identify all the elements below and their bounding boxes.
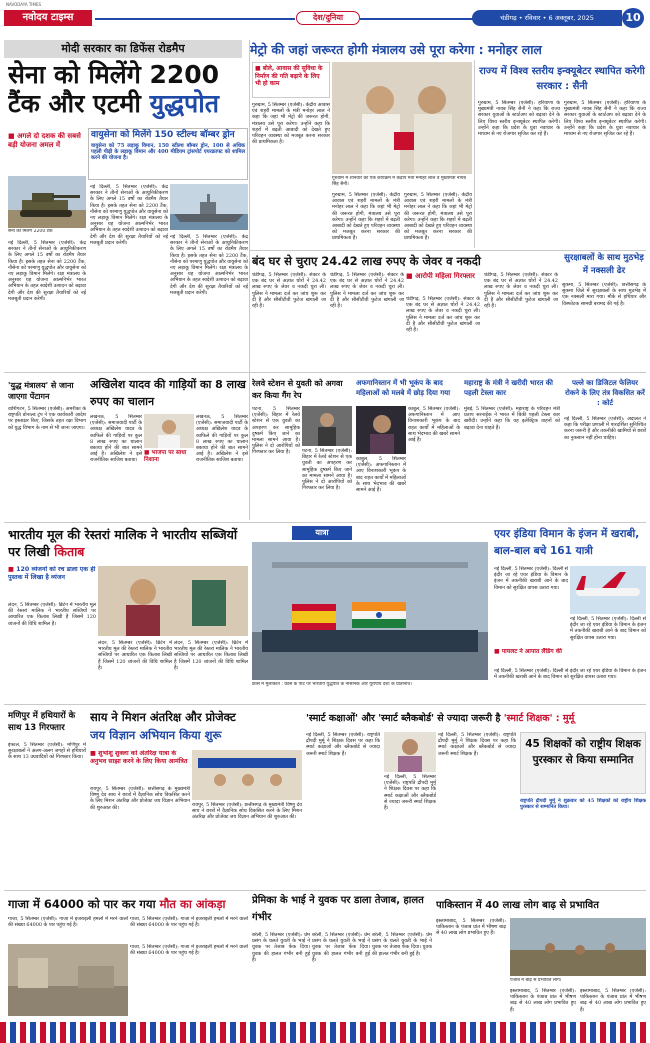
page-number: 10 [622, 8, 644, 28]
metro-body-2: गुरुग्राम, 5 सितम्बर (एजेंसी): केंद्रीय आवास एवं शहरी मामलों के मंत्री मनोहर लाल ने कहा कि जहां भी मेट्रो की जरूरत होगी, मंत्रालय उसे पूरा करेगा। उन्होंने कहा कि शहरों में बढ़ती आबादी को देखते हुए परिवहन व्यवस्था को मजबूत करना सरकार की प्राथमिकता है। [332, 192, 400, 242]
tank-photo-caption: सेना को मिलेंगे 2200 टैंक [8, 229, 53, 234]
masthead [0, 0, 650, 30]
murmu-body-3: नई दिल्ली, 5 सितम्बर (एजेंसी): राष्ट्रपति द्रौपदी मुर्मू ने शिक्षक दिवस पर कहा कि स्मार्ट कक्षाओं और ब्लैकबोर्ड से ज्यादा जरूरी स्मार्ट शिक्षक हैं। [438, 732, 516, 757]
yatra-photo [252, 542, 488, 680]
kitab-headline [8, 526, 248, 562]
science-body-1: रायपुर, 5 सितम्बर (एजेंसी): छत्तीसगढ़ के मुख्यमंत्री विष्णु देव साय ने छात्रों में वैज्ञानिक सोच विकसित करने के लिए मिशन अंतरिक्ष और प्रोजेक्ट जय विज्ञान अभियान की शुरुआत की। [90, 786, 190, 811]
manipur-headline: मणिपुर में हथियारों के साथ 13 गिरफ्तार [8, 711, 76, 733]
afghan-photo [356, 406, 406, 454]
footer-border [0, 1022, 650, 1043]
rail-headline: रेलवे स्टेशन से युवती को अगवा कर किया गैंग रेप [252, 379, 343, 400]
airplane-photo-icon [570, 566, 646, 614]
science-headline-line2: जय विज्ञान अभियान किया शुरू [90, 728, 222, 742]
author-photo-icon [98, 566, 248, 636]
pakistan-body-1: इस्लामाबाद, 5 सितम्बर (एजेंसी): पाकिस्तान के पंजाब प्रांत में भीषण बाढ़ से 40 लाख लोग प्रभावित हुए हैं। [436, 918, 506, 937]
metro-photo [332, 62, 472, 174]
section-label: देश/दुनिया [296, 11, 360, 25]
ship-photo [170, 184, 248, 230]
teachers-body: राष्ट्रपति द्रौपदी मुर्मू ने शुक्रवार को 45 शिक्षकों को राष्ट्रीय शिक्षक पुरस्कार से सम्मानित किया। [520, 798, 646, 811]
metro-headline: मेट्रो की जहां जरूरत होगी मंत्रालय उसे पूरा करेगा : मनोहर लाल [250, 42, 542, 57]
yuddh-body: वाशिंगटन, 5 सितम्बर (एजेंसी): अमरीका के राष्ट्रपति डोनाल्ड ट्रंप ने एक कार्यकारी आदेश पर हस्ताक्षर किए, जिसके तहत रक्षा विभाग को युद्ध विभाग के नाम से भी जाना जाएगा। [8, 406, 86, 431]
akhilesh-photo [144, 414, 194, 448]
jewel-body-4: चंडीगढ़, 5 सितम्बर (एजेंसी): सेक्टर के एक बंद घर से अज्ञात चोरों ने 24.42 लाख रुपए के जेवर व नकदी चुरा ली। पुलिस ने मामला दर्ज कर जांच शुरू कर दी है और सीसीटीवी फुटेज खंगाली जा रही है। [484, 272, 558, 310]
murmu-headline [306, 710, 646, 728]
science-headline-line1: साय ने मिशन अंतरिक्ष और प्रोजेक्ट [90, 710, 236, 724]
airindia-headline: एयर इंडिया विमान के इंजन में खराबी, बाल-बाल बचे 161 यात्री [494, 528, 640, 557]
metro-body-3: गुरुग्राम, 5 सितम्बर (एजेंसी): केंद्रीय आवास एवं शहरी मामलों के मंत्री मनोहर लाल ने कहा कि जहां भी मेट्रो की जरूरत होगी, मंत्रालय उसे पूरा करेगा। उन्होंने कहा कि शहरों में बढ़ती आबादी को देखते हुए परिवहन व्यवस्था को मजबूत करना सरकार की प्राथमिकता है। [404, 192, 472, 242]
rail-photo [302, 406, 352, 446]
jewel-body-3: चंडीगढ़, 5 सितम्बर (एजेंसी): सेक्टर के एक बंद घर से अज्ञात चोरों ने 24.42 लाख रुपए के जेवर व नकदी चुरा ली। पुलिस ने मामला दर्ज कर जांच शुरू कर दी है और सीसीटीवी फुटेज खंगाली जा रही है। [406, 296, 480, 334]
science-inset: ■ शुभांशु शुक्ला को अंतरिक्ष यात्रा के अनुभव साझा करने के लिए किया आमंत्रित [90, 750, 190, 784]
section-rule [4, 372, 646, 373]
yuddh-headline: 'युद्ध मंत्रालय' से जाना जाएगा पेंटागन [8, 381, 74, 401]
rail-body-2: पटना, 5 सितम्बर (एजेंसी): बिहार में रेलवे स्टेशन से एक युवती का अपहरण कर सामूहिक दुष्कर्म किए जाने का मामला सामने आया है। पुलिस ने दो आरोपियों को गिरफ्तार कर लिया है। [302, 448, 352, 492]
gaza-photo [8, 944, 128, 1016]
jewel-headline: बंद घर से चुराए 24.42 लाख रुपए के जेवर व नकदी [252, 254, 481, 268]
dateline [472, 10, 622, 26]
saini-body-1: गुरुग्राम, 5 सितम्बर (एजेंसी): हरियाणा के मुख्यमंत्री नायब सिंह सैनी ने कहा कि राज्य सरकार युवाओं के स्टार्टअप को बढ़ावा देने के लिए विश्व स्तरीय इन्क्यूबेटर स्थापित करेगी। उन्होंने कहा कि प्रदेश के युवा नवाचार के माध्यम से नए रोजगार सृजित कर रहे हैं। [478, 100, 560, 138]
pakistan-body-3: इस्लामाबाद, 5 सितम्बर (एजेंसी): पाकिस्तान के पंजाब प्रांत में भीषण बाढ़ से 40 लाख लोग प्रभावित हुए हैं। [580, 988, 646, 1013]
kitab-headline-text: भारतीय मूल की रेस्तरां मालिक ने भारतीय सब्जियों पर लिखी [8, 527, 238, 559]
murmu-body-2: नई दिल्ली, 5 सितम्बर (एजेंसी): राष्ट्रपति द्रौपदी मुर्मू ने शिक्षक दिवस पर कहा कि स्मार्ट कक्षाओं और ब्लैकबोर्ड से ज्यादा जरूरी स्मार्ट शिक्षक हैं। [384, 774, 436, 812]
president-photo-icon [384, 732, 436, 772]
science-photo [192, 750, 302, 800]
naxal-headline: सुरक्षाबलों के साथ मुठभेड़ में नक्सली ढेर [564, 253, 644, 276]
defence-kicker [4, 40, 242, 58]
science-body-2: रायपुर, 5 सितम्बर (एजेंसी): छत्तीसगढ़ के मुख्यमंत्री विष्णु देव साय ने छात्रों में वैज्ञानिक सोच विकसित करने के लिए मिशन अंतरिक्ष और प्रोजेक्ट जय विज्ञान अभियान की शुरुआत की। [192, 802, 302, 821]
akhilesh-body-1: लखनऊ, 5 सितम्बर (एजेंसी): समाजवादी पार्टी के अध्यक्ष अखिलेश यादव के काफिले की गाड़ियों पर कुल 8 लाख रुपए का चालान बकाया होने की बात सामने आई है। अखिलेश ने इसे राजनीतिक साजिश बताया। [90, 414, 142, 464]
metro-photo-caption: गुरुग्राम में शनिवार को एक कार्यक्रम में केंद्रीय मंत्री मनोहर लाल व मुख्यमंत्री नायब सिंह सैनी। [332, 176, 466, 187]
afghan-body-1: काबुल, 5 सितम्बर (एजेंसी): अफगानिस्तान में आए विनाशकारी भूकंप के बाद राहत कार्यों में महिलाओं के साथ भेदभाव की खबरें सामने आई हैं। [408, 406, 460, 444]
brand-small: NAVODAYA TIMES [6, 2, 42, 7]
yatra-tag: यात्रा [292, 526, 352, 540]
ministers-photo-icon [332, 62, 472, 174]
tank-icon [8, 176, 86, 228]
premika-body-1: बरेली, 5 सितम्बर (एजेंसी): प्रेम प्रसंग के चलते युवती के भाई ने युवक पर तेजाब फेंक दिया। युवक की हालत गंभीर बनी हुई है। [252, 932, 310, 963]
gaza-headline [8, 894, 248, 914]
section-rule [250, 250, 646, 251]
jewel-inset: ■ आरोपी महिला गिरफ्तार [406, 272, 480, 294]
yatra-caption: फ्रांस में मुलाकात : फ्रांस के पोर्ट पर भारतीय युद्धपोत के नौसैनिक और यूरोपीय देशों के प्रतिनिधि। [252, 682, 412, 687]
pariksha-body: नई दिल्ली, 5 सितम्बर (एजेंसी): अदालत ने कहा कि परीक्षा प्रणाली में पारदर्शिता सुनिश्चित करना जरूरी है और तकनीकी खामियों से छात्रों का नुकसान नहीं होना चाहिए। [564, 416, 646, 441]
kitab-body-3: लंदन, 5 सितम्बर (एजेंसी): ब्रिटेन में भारतीय मूल की रेस्तरां मालिक ने भारतीय सब्जियों पर आधारित एक किताब लिखी है जिसमें 120 व्यंजनों की विधि शामिल है। [174, 640, 248, 671]
woman-photo-icon [356, 406, 406, 454]
science-event-photo-icon [192, 750, 302, 800]
akhilesh-photo-icon [144, 414, 194, 448]
defence-box-sub: वायुसेना को 75 लड़ाकू विमान, 150 स्टील्थ बॉम्बर ड्रोन, 100 से अधिक पहली पीढ़ी के लड़ाकू विमान और 400 मीडियम ट्रांसपोर्ट एयरक्राफ्ट को शामिल करने की योजना है। [91, 142, 245, 162]
section-rule [4, 704, 646, 705]
pakistan-headline: पाकिस्तान में 40 लाख लोग बाढ़ से प्रभावित [436, 900, 599, 911]
murmu-body-1: नई दिल्ली, 5 सितम्बर (एजेंसी): राष्ट्रपति द्रौपदी मुर्मू ने शिक्षक दिवस पर कहा कि स्मार्ट कक्षाओं और ब्लैकबोर्ड से ज्यादा जरूरी स्मार्ट शिक्षक हैं। [306, 732, 380, 757]
airindia-body-2: नई दिल्ली, 5 सितम्बर (एजेंसी): दिल्ली से इंदौर जा रहे एयर इंडिया के विमान के इंजन में तकनीकी खराबी आने के बाद विमान को सुरक्षित वापस उतारा गया। [570, 616, 646, 641]
premika-headline: प्रेमिका के भाई ने युवक पर डाला तेजाब, हालत गंभीर [252, 895, 424, 923]
defence-body-1: नई दिल्ली, 5 सितम्बर (एजेंसी): केंद्र सरकार ने तीनों सेनाओं के आधुनिकीकरण के लिए अगले 15 वर्षों का रोडमैप तैयार किया है। इसके तहत सेना को 2200 टैंक, नौसेना को परमाणु युद्धपोत और वायुसेना को नए लड़ाकू विमान मिलेंगे। रक्षा मंत्रालय के अनुसार यह योजना आत्मनिर्भर भारत अभियान के तहत स्वदेशी उत्पादन को बढ़ावा देगी और देश की सुरक्षा तैयारियों को नई मजबूती प्रदान करेगी। [8, 240, 86, 302]
akhilesh-body-2: लखनऊ, 5 सितम्बर (एजेंसी): समाजवादी पार्टी के अध्यक्ष अखिलेश यादव के काफिले की गाड़ियों पर कुल 8 लाख रुपए का चालान बकाया होने की बात सामने आई है। अखिलेश ने इसे राजनीतिक साजिश बताया। [196, 414, 248, 464]
saini-headline: राज्य में विश्व स्तरीय इन्क्यूबेटर स्थापित करेगी सरकार : सैनी [479, 66, 645, 92]
premika-body-2: बरेली, 5 सितम्बर (एजेंसी): प्रेम प्रसंग के चलते युवती के भाई ने युवक पर तेजाब फेंक दिया। युवक की हालत गंभीर बनी हुई है। [312, 932, 370, 963]
warship-icon [170, 184, 248, 230]
defence-sidebar: ■ अगले दो दशक की सबसे बड़ी योजना अमल में [8, 132, 86, 172]
tesla-body: मुंबई, 5 सितम्बर (एजेंसी): महाराष्ट्र के परिवहन मंत्री प्रताप सरनाईक ने भारत में बिकी पहली टेस्ला कार खरीदी। उन्होंने कहा कि वह इलेक्ट्रिक वाहनों को बढ़ावा देना चाहते हैं। [464, 406, 560, 431]
kitab-body-1: लंदन, 5 सितम्बर (एजेंसी): ब्रिटेन में भारतीय मूल की रेस्तरां मालिक ने भारतीय सब्जियों पर आधारित एक किताब लिखी है जिसमें 120 व्यंजनों की विधि शामिल है। [8, 602, 96, 627]
defence-headline-line1: सेना को मिलेंगे 2200 [8, 60, 220, 89]
tesla-headline: महाराष्ट्र के मंत्री ने खरीदी भारत की पहली टेस्ला कार [464, 379, 553, 397]
gaza-headline-text: गाजा में 64000 को पार कर गया [8, 897, 156, 911]
kitab-body-2: लंदन, 5 सितम्बर (एजेंसी): ब्रिटेन में भारतीय मूल की रेस्तरां मालिक ने भारतीय सब्जियों पर आधारित एक किताब लिखी है जिसमें 120 व्यंजनों की विधि शामिल है। [98, 640, 172, 671]
defence-headline-accent: युद्धपोत [149, 89, 219, 118]
airindia-inset: ■ पायलट ने आपात लैंडिंग की [494, 648, 568, 660]
defence-box-title: वायुसेना को मिलेंगे 150 स्टील्थ बॉम्बर ड्रोन [91, 130, 235, 140]
pakistan-body-2: इस्लामाबाद, 5 सितम्बर (एजेंसी): पाकिस्तान के पंजाब प्रांत में भीषण बाढ़ से 40 लाख लोग प्रभावित हुए हैं। [510, 988, 576, 1013]
airindia-body-1: नई दिल्ली, 5 सितम्बर (एजेंसी): दिल्ली से इंदौर जा रहे एयर इंडिया के विमान के इंजन में तकनीकी खराबी आने के बाद विमान को सुरक्षित वापस उतारा गया। [494, 566, 568, 591]
manipur-body: इंफाल, 5 सितम्बर (एजेंसी): मणिपुर में सुरक्षाबलों ने अलग-अलग जगहों से हथियारों के साथ 13 उग्रवादियों को गिरफ्तार किया। [8, 742, 86, 761]
kitab-sidebar: ■ 120 व्यंजनों को रच डाला एक ही पुस्तक में लिखा है व्यंजन [8, 566, 96, 598]
defence-body-2: नई दिल्ली, 5 सितम्बर (एजेंसी): केंद्र सरकार ने तीनों सेनाओं के आधुनिकीकरण के लिए अगले 15 वर्षों का रोडमैप तैयार किया है। इसके तहत सेना को 2200 टैंक, नौसेना को परमाणु युद्धपोत और वायुसेना को नए लड़ाकू विमान मिलेंगे। रक्षा मंत्रालय के अनुसार यह योजना आत्मनिर्भर भारत अभियान के तहत स्वदेशी उत्पादन को बढ़ावा देगी और देश की सुरक्षा तैयारियों को नई मजबूती प्रदान करेगी। [90, 184, 168, 246]
saini-body-2: गुरुग्राम, 5 सितम्बर (एजेंसी): हरियाणा के मुख्यमंत्री नायब सिंह सैनी ने कहा कि राज्य सरकार युवाओं के स्टार्टअप को बढ़ावा देने के लिए विश्व स्तरीय इन्क्यूबेटर स्थापित करेगी। उन्होंने कहा कि प्रदेश के युवा नवाचार के माध्यम से नए रोजगार सृजित कर रहे हैं। [564, 100, 646, 138]
gaza-body-2: गाजा, 5 सितम्बर (एजेंसी): गाजा में इजराइली हमलों में मरने वालों की संख्या 64000 के पार पहुंच गई है। [130, 916, 248, 929]
crime-illustration-icon [302, 406, 352, 446]
defence-headline [8, 60, 248, 120]
airindia-photo [570, 566, 646, 614]
pakistan-photo-caption: पंजाब में बाढ़ से प्रभावित लोग। [510, 978, 562, 983]
kitab-headline-accent: किताब [54, 544, 85, 559]
murmu-headline-accent: 'स्मार्ट शिक्षक' : मुर्मू [503, 713, 575, 724]
section-rule [4, 890, 646, 891]
defence-body-3: नई दिल्ली, 5 सितम्बर (एजेंसी): केंद्र सरकार ने तीनों सेनाओं के आधुनिकीकरण के लिए अगले 15 वर्षों का रोडमैप तैयार किया है। इसके तहत सेना को 2200 टैंक, नौसेना को परमाणु युद्धपोत और वायुसेना को नए लड़ाकू विमान मिलेंगे। रक्षा मंत्रालय के अनुसार यह योजना आत्मनिर्भर भारत अभियान के तहत स्वदेशी उत्पादन को बढ़ावा देगी और देश की सुरक्षा तैयारियों को नई मजबूती प्रदान करेगी। [170, 234, 248, 296]
brand-logo [4, 10, 92, 26]
murmu-headline-text: 'स्मार्ट कक्षाओं' और 'स्मार्ट ब्लैकबोर्ड' से ज्यादा जरूरी है [306, 713, 501, 724]
flood-photo-icon [510, 918, 646, 976]
akhilesh-inset: ■ भाजपा पर साधा निशाना [144, 450, 194, 470]
section-rule [4, 522, 646, 523]
kitab-photo [98, 566, 248, 636]
defence-headline-line2: टैंक और एटमी युद्धपोत [8, 89, 219, 118]
rail-body-1: पटना, 5 सितम्बर (एजेंसी): बिहार में रेलवे स्टेशन से एक युवती का अपहरण कर सामूहिक दुष्कर्म किए जाने का मामला सामने आया है। पुलिस ने दो आरोपियों को गिरफ्तार कर लिया है। [252, 406, 300, 456]
navy-group-photo-icon [252, 542, 488, 680]
pariksha-headline: पल्ले का डिजिटल फेलियर रोकने के लिए तंत्र विकसित करें : कोर्ट [565, 379, 645, 407]
gaza-headline-accent: मौत का आंकड़ा [159, 897, 226, 911]
metro-inset-text: ■ बोले, आवास की सुविधा के निर्माण की गति बढ़ाने के लिए भी हो काम [255, 65, 327, 88]
afghan-body-2: काबुल, 5 सितम्बर (एजेंसी): अफगानिस्तान में आए विनाशकारी भूकंप के बाद राहत कार्यों में महिलाओं के साथ भेदभाव की खबरें सामने आई हैं। [356, 456, 406, 494]
gaza-body-3: गाजा, 5 सितम्बर (एजेंसी): गाजा में इजराइली हमलों में मरने वालों की संख्या 64000 के पार पहुंच गई है। [130, 944, 248, 957]
airindia-body-3: नई दिल्ली, 5 सितम्बर (एजेंसी): दिल्ली से इंदौर जा रहे एयर इंडिया के विमान के इंजन में तकनीकी खराबी आने के बाद विमान को सुरक्षित वापस उतारा गया। [494, 668, 646, 681]
tank-photo [8, 176, 86, 228]
metro-inset [252, 62, 330, 98]
science-headline [90, 708, 302, 746]
afghan-headline: अफगानिस्तान में भी भूकंप के बाद महिलाओं को मलबे में छोड़ दिया गया [356, 379, 451, 397]
jewel-body-1: चंडीगढ़, 5 सितम्बर (एजेंसी): सेक्टर के एक बंद घर से अज्ञात चोरों ने 24.42 लाख रुपए के जेवर व नकदी चुरा ली। पुलिस ने मामला दर्ज कर जांच शुरू कर दी है और सीसीटीवी फुटेज खंगाली जा रही है। [252, 272, 326, 310]
murmu-photo [384, 732, 436, 772]
gaza-body-1: गाजा, 5 सितम्बर (एजेंसी): गाजा में इजराइली हमलों में मरने वालों की संख्या 64000 के पार पहुंच गई है। [8, 916, 128, 929]
rubble-photo-icon [8, 944, 128, 1016]
jewel-body-2: चंडीगढ़, 5 सितम्बर (एजेंसी): सेक्टर के एक बंद घर से अज्ञात चोरों ने 24.42 लाख रुपए के जेवर व नकदी चुरा ली। पुलिस ने मामला दर्ज कर जांच शुरू कर दी है और सीसीटीवी फुटेज खंगाली जा रही है। [330, 272, 404, 310]
brand-name: नवोदय टाइम्स [22, 12, 74, 23]
masthead-rule-left [95, 18, 295, 20]
teachers-headline: 45 शिक्षकों को राष्ट्रीय शिक्षक पुरस्कार से किया सम्मानित [525, 738, 641, 766]
metro-body-1: गुरुग्राम, 5 सितम्बर (एजेंसी): केंद्रीय आवास एवं शहरी मामलों के मंत्री मनोहर लाल ने कहा कि जहां भी मेट्रो की जरूरत होगी, मंत्रालय उसे पूरा करेगा। उन्होंने कहा कि शहरों में बढ़ती आबादी को देखते हुए परिवहन व्यवस्था को मजबूत करना सरकार की प्राथमिकता है। [252, 102, 330, 146]
premika-body-3: बरेली, 5 सितम्बर (एजेंसी): प्रेम प्रसंग के चलते युवती के भाई ने युवक पर तेजाब फेंक दिया। युवक की हालत गंभीर बनी हुई है। [372, 932, 432, 957]
column-rule [474, 60, 475, 248]
akhilesh-headline: अखिलेश यादव की गाड़ियों का 8 लाख रुपए का चालान [90, 378, 246, 408]
defence-box [88, 128, 248, 180]
pakistan-photo [510, 918, 646, 976]
teachers-box [520, 732, 646, 794]
column-rule [249, 40, 250, 520]
defence-kicker-text: मोदी सरकार का डिफेंस रोडमैप [61, 42, 185, 55]
naxal-body: सुकमा, 5 सितम्बर (एजेंसी): छत्तीसगढ़ के सुकमा जिले में सुरक्षाबलों के साथ मुठभेड़ में एक नक्सली मारा गया। मौके से हथियार और विस्फोटक सामग्री बरामद की गई है। [562, 282, 646, 307]
dateline-text: चंडीगढ़ • रविवार • 6 अक्तूबर, 2025 [500, 14, 594, 22]
